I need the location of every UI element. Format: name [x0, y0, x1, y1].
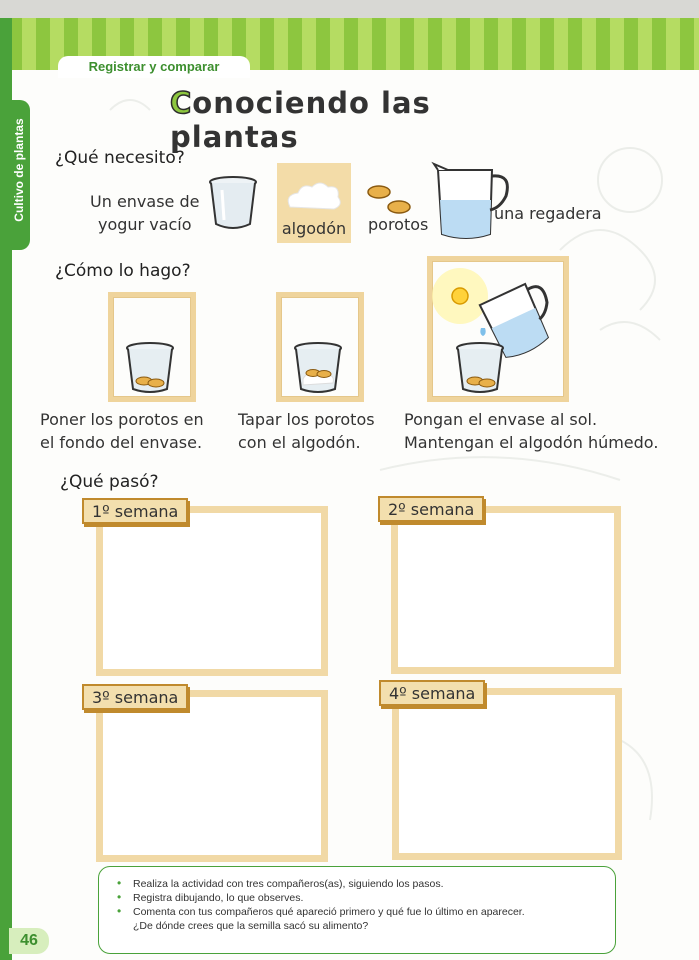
bullet-icon: •: [117, 890, 122, 904]
bullet-icon: •: [117, 876, 122, 890]
week-2-label: 2º semana: [378, 496, 484, 522]
materials-heading: ¿Qué necesito?: [55, 148, 185, 168]
week-4-drawing-area[interactable]: [392, 688, 622, 860]
step-2-text-line2: con el algodón.: [238, 433, 361, 452]
beans-icon: [366, 183, 416, 219]
step-2-text-line1: Tapar los porotos: [238, 410, 375, 429]
watering-jug-icon: [434, 160, 514, 242]
bullet-icon: •: [117, 904, 122, 918]
instruction-item: • Registra dibujando, lo que observes.: [117, 890, 304, 904]
title-rest: onociendo las plantas: [170, 86, 431, 154]
step-3-text-line1: Pongan el envase al sol.: [404, 410, 598, 429]
cotton-icon: [284, 181, 344, 217]
week-1-drawing-area[interactable]: [96, 506, 328, 676]
step-2-cup-with-cotton: [293, 343, 343, 395]
step-1-text-line2: el fondo del envase.: [40, 433, 203, 452]
instruction-item: • Realiza la actividad con tres compañeros(as), siguiendo los pasos.: [117, 876, 444, 890]
week-3-drawing-area[interactable]: [96, 690, 328, 862]
week-4-label: 4º semana: [379, 680, 485, 706]
step-1-cup-with-beans: [125, 343, 175, 395]
title-initial: C: [170, 86, 193, 120]
beans-label: porotos: [368, 215, 429, 234]
week-3-label: 3º semana: [82, 684, 188, 710]
week-1-label: 1º semana: [82, 498, 188, 524]
yogurt-label-line2: yogur vacío: [98, 215, 192, 234]
yogurt-label-line1: Un envase de: [90, 192, 200, 211]
page-number: 46: [9, 928, 49, 954]
cotton-label: algodón: [281, 219, 347, 238]
week-2-drawing-area[interactable]: [391, 506, 621, 674]
instructions-box: [98, 866, 616, 954]
yogurt-cup-icon: [208, 176, 258, 232]
results-heading: ¿Qué pasó?: [60, 472, 159, 492]
step-3-text-line2: Mantengan el algodón húmedo.: [404, 433, 659, 452]
watering-jug-label: una regadera: [494, 204, 602, 223]
section-tag: Registrar y comparar: [58, 56, 250, 78]
steps-heading: ¿Cómo lo hago?: [55, 261, 191, 281]
instruction-item: • Comenta con tus compañeros qué apareció primero y qué fue lo último en aparecer.: [117, 904, 525, 918]
side-tab-label: Cultivo de plantas: [12, 118, 26, 222]
step-1-text-line1: Poner los porotos en: [40, 410, 204, 429]
page-title: [170, 86, 560, 154]
instruction-continuation: ¿De dónde crees que la semilla sacó su alimento?: [133, 920, 369, 932]
step-3-cup-with-beans: [455, 343, 505, 395]
